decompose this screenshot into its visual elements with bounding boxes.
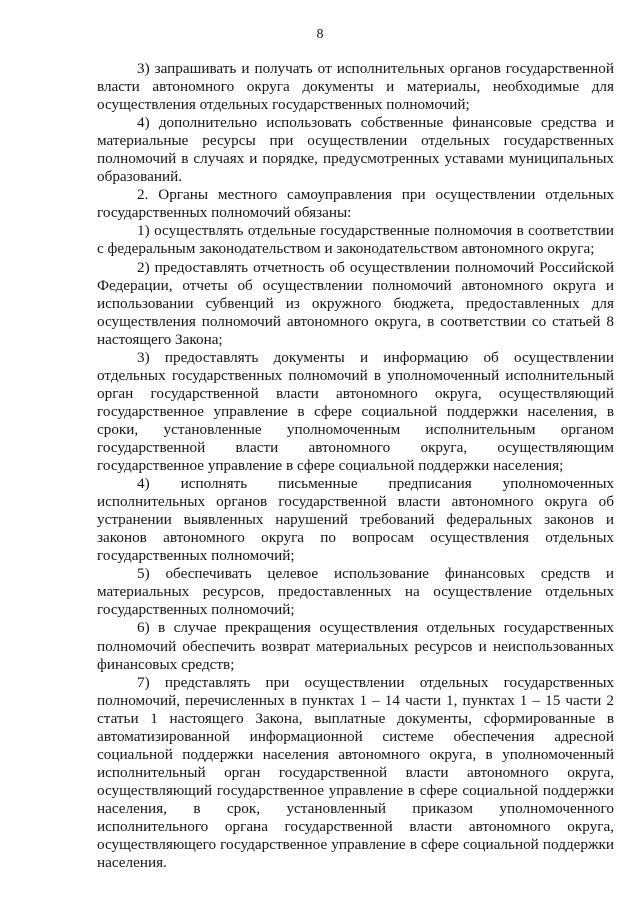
paragraph-section-2-obligations: 2. Органы местного самоуправления при осуществлении отдельных государственных полномочий обязаны:	[97, 186, 614, 222]
paragraph-item-5-targeted-use: 5) обеспечивать целевое использование финансовых средств и материальных ресурсов, предоставленных на осуществление отдельных государственных полномочий;	[97, 565, 614, 619]
page-number: 8	[316, 27, 324, 42]
paragraph-item-4-execute-orders: 4) исполнять письменные предписания уполномоченных исполнительных органов государственной власти автономного округа об устранении выявленных нарушений требований федеральных законов и законов автономного округа по вопросам осуществления отдельных государственных полномочий;	[97, 475, 614, 565]
paragraph-item-4-own-resources: 4) дополнительно использовать собственные финансовые средства и материальные ресурсы при осуществлении отдельных государственных полномочий в случаях и порядке, предусмотренных уставами муниципальных образований.	[97, 114, 614, 186]
paragraph-item-1-exercise-powers: 1) осуществлять отдельные государственные полномочия в соответствии с федеральным законодательством и законодательством автономного округа;	[97, 222, 614, 258]
paragraph-item-3-provide-documents: 3) предоставлять документы и информацию об осуществлении отдельных государственных полномочий в уполномоченный исполнительный орган государственной власти автономного округа, осуществляющий государственное управление в сфере социальной поддержки населения, в сроки, установленные уполномоченным исполнительным органом государственной власти автономного округа, осуществляющим государственное управление в сфере социальной поддержки населения;	[97, 348, 614, 475]
paragraph-item-7-payment-documents: 7) представлять при осуществлении отдельных государственных полномочий, перечисленных в пунктах 1 – 14 части 1, пунктах 1 – 15 части 2 статьи 1 настоящего Закона, выплатные документы, сформированные в автоматизированной информационной системе обеспечения адресной социальной поддержки населения автономного округа, в уполномоченный исполнительный орган государственной власти автономного округа, осуществляющий государственное управление в сфере социальной поддержки населения, в срок, установленный приказом уполномоченного исполнительного органа государственной власти автономного округа, осуществляющего государственное управление в сфере социальной поддержки населения.	[97, 673, 614, 872]
document-body	[97, 60, 614, 872]
paragraph-item-6-return-resources: 6) в случае прекращения осуществления отдельных государственных полномочий обеспечить возврат материальных ресурсов и неиспользованных финансовых средств;	[97, 619, 614, 673]
paragraph-item-3-request-documents: 3) запрашивать и получать от исполнительных органов государственной власти автономного округа документы и материалы, необходимые для осуществления отдельных государственных полномочий;	[97, 60, 614, 114]
paragraph-item-2-reporting: 2) предоставлять отчетность об осуществлении полномочий Российской Федерации, отчеты об осуществлении полномочий автономного округа и использовании субвенций из окружного бюджета, предоставленных для осуществления полномочий автономного округа, в соответствии со статьей 8 настоящего Закона;	[97, 258, 614, 348]
